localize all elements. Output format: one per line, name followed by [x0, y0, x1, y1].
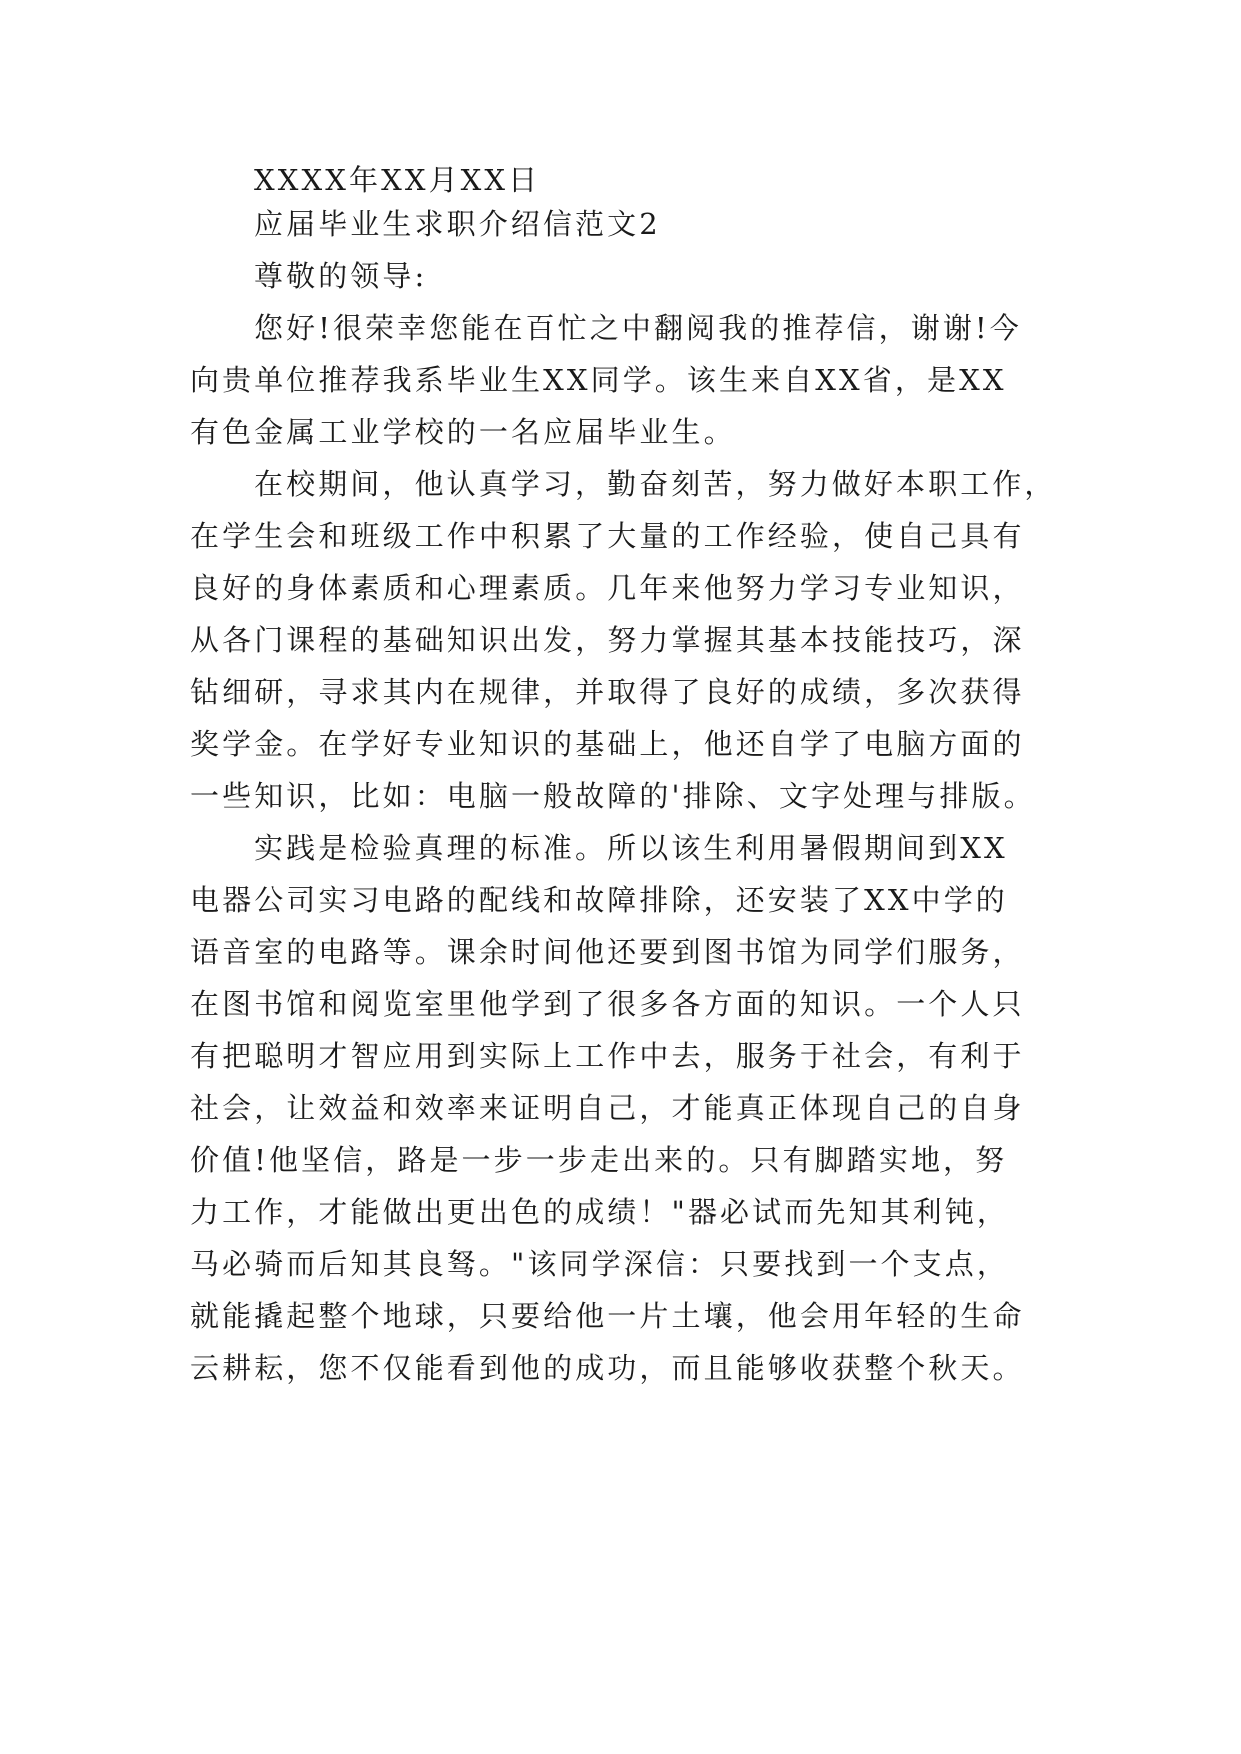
paragraph-1-line-3: 有色金属工业学校的一名应届毕业生。: [190, 415, 736, 449]
paragraph-2-line-5: 钻细研，寻求其内在规律，并取得了良好的成绩，多次获得: [190, 675, 1025, 709]
paragraph-3-line-7: 价值!他坚信，路是一步一步走出来的。只有脚踏实地，努: [190, 1143, 1008, 1177]
paragraph-3-line-5: 有把聪明才智应用到实际上工作中去，服务于社会，有利于: [190, 1039, 1025, 1073]
paragraph-3-line-10: 就能撬起整个地球，只要给他一片土壤，他会用年轻的生命: [190, 1299, 1025, 1333]
paragraph-3-line-11: 云耕耘，您不仅能看到他的成功，而且能够收获整个秋天。: [190, 1351, 1025, 1385]
paragraph-3-line-4: 在图书馆和阅览室里他学到了很多各方面的知识。一个人只: [190, 987, 1025, 1021]
paragraph-3-line-8: 力工作，才能做出更出色的成绩！"器必试而先知其利钝，: [190, 1195, 1009, 1229]
paragraph-1-line-1: 您好!很荣幸您能在百忙之中翻阅我的推荐信，谢谢!今: [254, 311, 1022, 345]
paragraph-2-line-7: 一些知识，比如：电脑一般故障的'排除、文字处理与排版。: [190, 779, 1036, 813]
letter-title: 应届毕业生求职介绍信范文2: [254, 207, 661, 241]
paragraph-2-line-3: 良好的身体素质和心理素质。几年来他努力学习专业知识，: [190, 571, 1025, 605]
salutation: 尊敬的领导:: [254, 259, 428, 293]
paragraph-2-line-2: 在学生会和班级工作中积累了大量的工作经验，使自己具有: [190, 519, 1025, 553]
paragraph-2-line-1: 在校期间，他认真学习，勤奋刻苦，努力做好本职工作，: [254, 467, 1057, 501]
paragraph-3-line-3: 语音室的电路等。课余时间他还要到图书馆为同学们服务，: [190, 935, 1025, 969]
paragraph-3-line-1: 实践是检验真理的标准。所以该生利用暑假期间到XX: [254, 831, 1008, 865]
paragraph-2-line-4: 从各门课程的基础知识出发，努力掌握其基本技能技巧，深: [190, 623, 1025, 657]
paragraph-1-line-2: 向贵单位推荐我系毕业生XX同学。该生来自XX省，是XX: [190, 363, 1007, 397]
paragraph-3-line-6: 社会，让效益和效率来证明自己，才能真正体现自己的自身: [190, 1091, 1025, 1125]
paragraph-3-line-9: 马必骑而后知其良驽。"该同学深信：只要找到一个支点，: [190, 1247, 1009, 1281]
date-line: XXXX年XX月XX日: [254, 163, 541, 197]
paragraph-2-line-6: 奖学金。在学好专业知识的基础上，他还自学了电脑方面的: [190, 727, 1025, 761]
paragraph-3-line-2: 电器公司实习电路的配线和故障排除，还安装了XX中学的: [190, 883, 1008, 917]
